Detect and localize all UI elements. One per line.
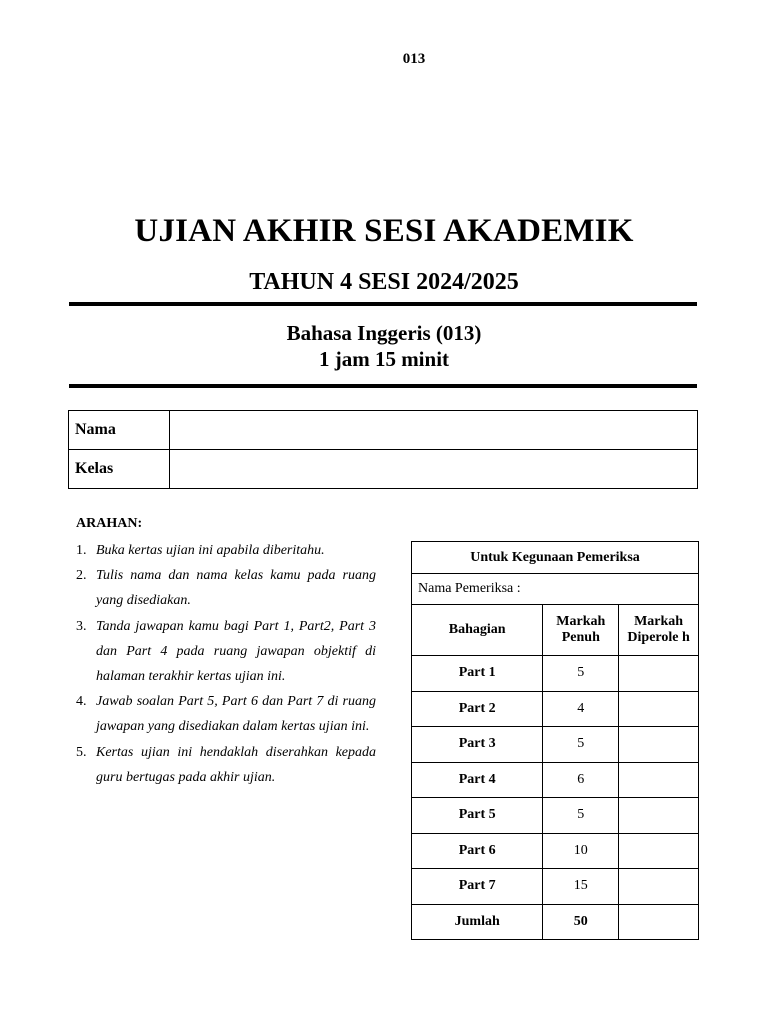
instruction-item: 1. Buka kertas ujian ini apabila diberitahu. xyxy=(76,543,325,558)
column-header-part: Bahagian xyxy=(412,605,543,656)
bottom-divider xyxy=(69,384,697,388)
examiner-name-field[interactable]: Nama Pemeriksa : xyxy=(412,574,699,605)
identity-table xyxy=(68,410,698,489)
obtained-marks-cell[interactable] xyxy=(619,656,699,692)
class-field[interactable] xyxy=(170,450,698,489)
exam-subtitle: TAHUN 4 SESI 2024/2025 xyxy=(249,269,519,295)
total-value: 50 xyxy=(543,904,619,940)
full-marks-cell: 5 xyxy=(543,656,619,692)
class-label: Kelas xyxy=(69,450,170,489)
column-header-row xyxy=(412,605,699,656)
obtained-marks-cell[interactable] xyxy=(619,798,699,834)
exam-duration: 1 jam 15 minit xyxy=(318,347,450,371)
full-marks-cell: 15 xyxy=(543,869,619,905)
subject-block xyxy=(0,320,768,372)
part-label: Part 6 xyxy=(412,833,543,869)
full-marks-cell: 6 xyxy=(543,762,619,798)
part-label: Part 4 xyxy=(412,762,543,798)
examiner-table-title: Untuk Kegunaan Pemeriksa xyxy=(412,542,699,574)
part-label: Part 2 xyxy=(412,691,543,727)
table-row xyxy=(412,656,699,692)
table-row xyxy=(412,798,699,834)
name-label: Nama xyxy=(69,411,170,450)
instruction-item: 4. Jawab soalan Part 5, Part 6 dan Part 7 di ruang jawapan yang disediakan dalam kertas ujian ini. xyxy=(76,694,376,735)
full-marks-cell: 10 xyxy=(543,833,619,869)
column-header-obtained-marks: Markah Diperole h xyxy=(619,605,699,656)
total-obtained-cell[interactable] xyxy=(619,904,699,940)
examiner-name-row xyxy=(412,574,699,605)
examiner-table-header xyxy=(412,542,699,574)
obtained-marks-cell[interactable] xyxy=(619,727,699,763)
subject-name: Bahasa Inggeris (013) xyxy=(286,321,482,345)
paper-code: 013 xyxy=(402,51,426,67)
examiner-table xyxy=(411,541,699,940)
class-row xyxy=(69,450,698,489)
obtained-marks-cell[interactable] xyxy=(619,833,699,869)
exam-title: UJIAN AKHIR SESI AKADEMIK xyxy=(134,213,634,249)
name-row xyxy=(69,411,698,450)
full-marks-cell: 5 xyxy=(543,727,619,763)
name-field[interactable] xyxy=(170,411,698,450)
top-divider xyxy=(69,302,697,306)
table-row xyxy=(412,691,699,727)
part-label: Part 7 xyxy=(412,869,543,905)
table-row xyxy=(412,833,699,869)
column-header-full-marks: Markah Penuh xyxy=(543,605,619,656)
part-label: Part 3 xyxy=(412,727,543,763)
obtained-marks-cell[interactable] xyxy=(619,691,699,727)
full-marks-cell: 4 xyxy=(543,691,619,727)
part-label: Part 1 xyxy=(412,656,543,692)
obtained-marks-cell[interactable] xyxy=(619,762,699,798)
instructions-list xyxy=(76,538,376,790)
instruction-item: 3. Tanda jawapan kamu bagi Part 1, Part2, Part 3 dan Part 4 pada ruang jawapan objektif di halaman terakhir kertas ujian ini. xyxy=(76,618,376,685)
instruction-item: 2. Tulis nama dan nama kelas kamu pada ruang yang disediakan. xyxy=(76,568,376,609)
instruction-item: 5. Kertas ujian ini hendaklah diserahkan kepada guru bertugas pada akhir ujian. xyxy=(76,744,376,785)
table-row xyxy=(412,727,699,763)
table-row xyxy=(412,869,699,905)
total-row xyxy=(412,904,699,940)
obtained-marks-cell[interactable] xyxy=(619,869,699,905)
part-label: Part 5 xyxy=(412,798,543,834)
instructions-heading: ARAHAN: xyxy=(76,516,143,531)
total-label: Jumlah xyxy=(412,904,543,940)
table-row xyxy=(412,762,699,798)
full-marks-cell: 5 xyxy=(543,798,619,834)
